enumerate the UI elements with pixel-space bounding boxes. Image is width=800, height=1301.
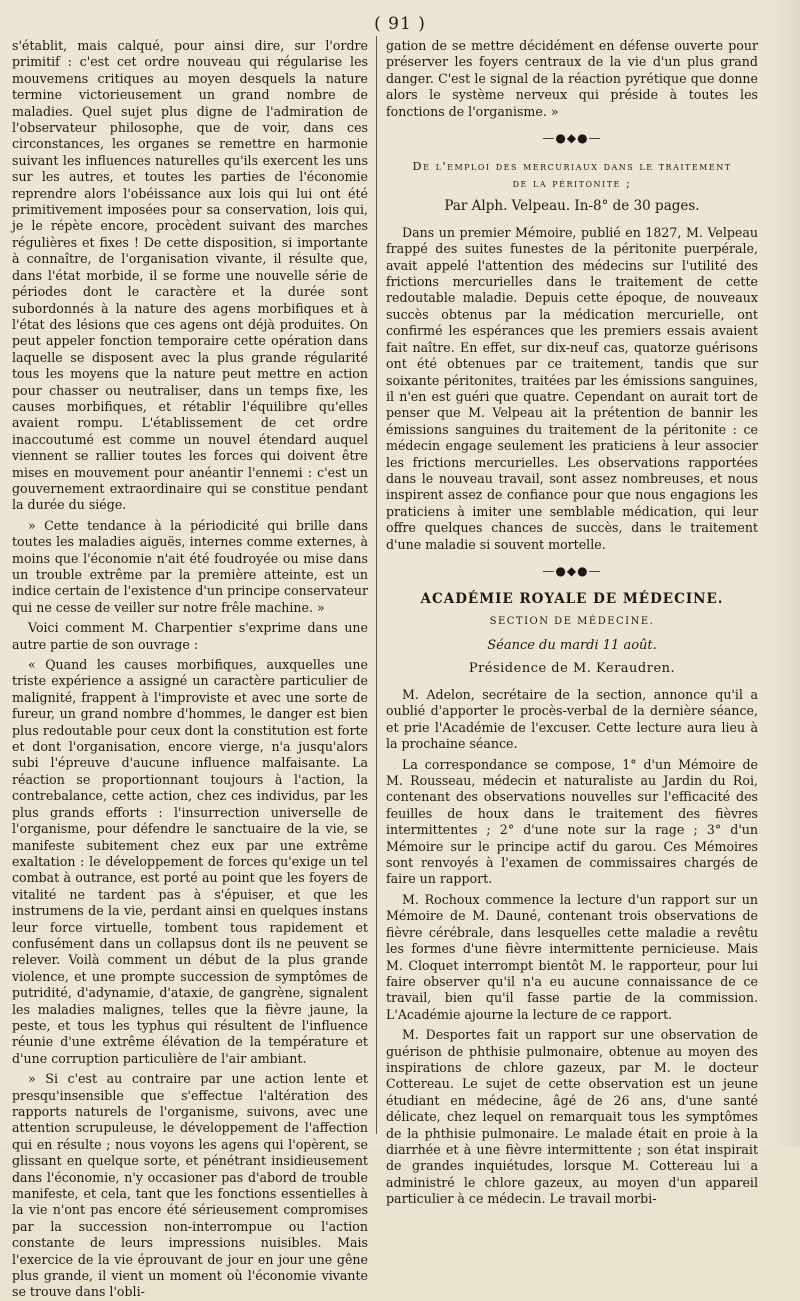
right-column [386, 38, 758, 1207]
ornament-glyph: —●◆●— [542, 563, 602, 578]
minutes-paragraph-2: La correspondance se compose, 1° d'un Mémoire de M. Rousseau, médecin et naturaliste au Jardin du Roi, contenant des observations nouvelles sur l'efficacité des feuilles de houx dans le traitement des fièvres intermittentes ; 2° d'une note sur la rage ; 3° d'un Mémoire sur le principe actif du garou. Ces Mémoires sont renvoyés à l'examen de commissaires chargés de faire un rapport. [386, 756, 758, 887]
review-paragraph: Dans un premier Mémoire, publié en 1827, M. Velpeau frappé des suites funestes de la péritonite puerpérale, avait appelé l'attention des médecins sur l'utilité des frictions mercurielles dans le traitement de cette redoutable maladie. Depuis cette époque, de nouveaux succès obtenus par la médication mercurielle, ont confirmé les espérances que les premiers essais avaient fait naître. En effet, sur dix-neuf cas, quatorze guérisons ont été obtenues par ce traitement, tandis que sur soixante péritonites, traitées par les émissions sanguines, il n'en est guéri que quatre. Cependant on aurait tort de penser que M. Velpeau ait la prétention de bannir les émissions sanguines du traitement de la péritonite : ce médecin engage seulement les praticiens à leur associer les frictions mercurielles. Les observations rapportées dans le nouveau travail, sont assez nombreuses, et nous inspirent assez de confiance pour que nous engagions les praticiens à imiter une semblable médication, qui leur offre quelques chances de succès, dans le traitement d'une maladie si souvent mortelle. [386, 224, 758, 552]
right-continuation: gation de se mettre décidément en défense ouverte pour préserver les foyers centraux de la vie d'un plus grand danger. C'est le signal de la réaction pyrétique que donne alors le système nerveux qui préside à toutes les fonctions de l'organisme. » [386, 38, 758, 119]
left-column [12, 38, 368, 1300]
ornament-separator-2 [386, 563, 758, 579]
academy-heading: ACADÉMIE ROYALE DE MÉDECINE. [420, 591, 724, 608]
left-paragraph-3: Voici comment M. Charpentier s'exprime dans une autre partie de son ouvrage : [12, 620, 368, 652]
page-edge-shadow [772, 0, 800, 1146]
ornament-separator-1 [386, 130, 758, 146]
article-title-line-1: De l'emploi des mercuriaux dans le traitement [412, 159, 732, 174]
article-byline: Par Alph. Velpeau. In-8° de 30 pages. [444, 198, 700, 215]
left-paragraph-4: « Quand les causes morbifiques, auxquelles une triste expérience a assigné un caractère particulier de malignité, frappent à l'improviste et avec une sorte de fureur, un grand nombre d'hommes, le danger est bien plus redoutable pour ceux dont la constitution est forte et dont l'organisation, encore vierge, n'a jusqu'alors subi l'épreuve d'aucune influence malfaisante. La réaction se proportionnant toujours à l'action, la contrebalance, cette action, chez ces individus, par les plus grands efforts : l'insurrection universelle de l'organisme, pour défendre le sanctuaire de la vie, se manifeste subitement chez eux par une extrême exaltation : le développement de forces qu'exige un tel combat à outrance, est porté au point que les foyers de vitalité ne tardent pas à s'épuiser, et que les instrumens de la vie, perdant ainsi en quelques instans leur force virtuelle, tombent tous rapidement et confusément dans un collapsus dont ils ne peuvent se relever. Voilà comment un début de la plus grande violence, et une prompte succession de symptômes de putridité, d'adynamie, d'ataxie, de gangrène, signalent les maladies malignes, telles que la fièvre jaune, la peste, et tous les typhus qui résultent de l'influence réunie d'une extrême élévation de la température et d'une corruption particulière de l'air ambiant. [12, 657, 368, 1066]
minutes-paragraph-1: M. Adelon, secrétaire de la section, annonce qu'il a oublié d'apporter le procès-verbal de la dernière séance, et prie l'Académie de l'excuser. Cette lecture aura lieu à la prochaine séance. [386, 687, 758, 752]
section-heading: SECTION DE MÉDECINE. [489, 615, 655, 627]
left-paragraph-5: » Si c'est au contraire par une action lente et presqu'insensible que s'effectue l'altération des rapports naturels de l'organisme, suivons, avec une attention scrupuleuse, le développement de l'affection qui en résulte ; nous voyons les agens qui l'opèrent, se glissant en quelque sorte, et pénétrant insidieusement dans l'économie, n'y occasioner pas d'abord de trouble manifeste, et cela, tant que les fonctions essentielles à la vie n'ont pas encore été sérieusement compromises par la succession non-interrompue ou l'action constante de leurs impressions nuisibles. Mais l'exercice de la vie éprouvant de jour en jour une gêne plus grande, il vient un moment où l'économie vivante se trouve dans l'obli- [12, 1071, 368, 1300]
ornament-glyph: —●◆●— [542, 131, 602, 146]
column-divider [376, 36, 377, 1134]
article-title-line-2: de la péritonite ; [512, 176, 632, 191]
presidence-line: Présidence de M. Keraudren. [468, 660, 676, 676]
article-title [386, 158, 758, 192]
minutes-paragraph-3: M. Rochoux commence la lecture d'un rapport sur un Mémoire de M. Dauné, contenant trois observations de fièvre cérébrale, dans lesquelles cette maladie a revêtu les formes d'une fièvre intermittente pernicieuse. Mais M. Cloquet interrompt bientôt M. le rapporteur, pour lui faire observer qu'il n'a eu aucune connaissance de ce travail, bien qu'il fasse partie de la commission. L'Académie ajourne la lecture de ce rapport. [386, 891, 758, 1022]
page-number: ( 91 ) [374, 14, 426, 34]
seance-date: Séance du mardi 11 août. [487, 638, 657, 654]
minutes-paragraph-4: M. Desportes fait un rapport sur une observation de guérison de phthisie pulmonaire, obtenue au moyen des inspirations de chlore gazeux, par M. le docteur Cottereau. Le sujet de cette observation est un jeune étudiant en médecine, âgé de 26 ans, d'une santé délicate, chez lequel on remarquait tous les symptômes de la phthisie pulmonaire. Le malade était en proie à la diarrhée et à une fièvre intermittente ; son état inspirait de grandes inquiétudes, lorsque M. Cottereau lui a administré le chlore gazeux, au moyen d'un appareil particulier à ce médecin. Le travail morbi- [386, 1027, 758, 1207]
left-paragraph-1: s'établit, mais calqué, pour ainsi dire, sur l'ordre primitif : c'est cet ordre nouveau qui régularise les mouvemens critiques au moyen desquels la nature termine victorieusement un grand nombre de maladies. Quel sujet plus digne de l'admiration de l'observateur philosophe, que de voir, dans ces circonstances, les organes se remettre en harmonie suivant les influences naturelles qu'ils exercent les uns sur les autres, et toutes les parties de l'économie reprendre alors l'obéissance aux lois qui lui ont été primitivement imposées pour sa conservation, lois qui, je le répète encore, procèdent suivant des marches régulières et fixes ! De cette disposition, si importante à connaître, de l'organisation vivante, il résulte que, dans l'état morbide, il se forme une nouvelle série de périodes dont le caractère et la durée sont subordonnés à la nature des agens morbifiques et à l'état des lésions que ces agens ont déjà produites. On peut appeler fonction temporaire cette opération dans laquelle se disposent avec la plus grande régularité tous les moyens que la nature peut mettre en action pour chasser ou neutraliser, dans un temps fixe, les causes morbifiques, et rétablir l'équilibre qu'elles avaient rompu. L'établissement de cet ordre inaccoutumé est comme un nouvel étendard auquel viennent se rallier toutes les forces qui doivent être mises en mouvement pour anéantir l'ennemi : c'est un gouvernement extraordinaire qui se constitue pendant la durée du siége. [12, 38, 368, 513]
left-paragraph-2: » Cette tendance à la périodicité qui brille dans toutes les maladies aiguës, internes comme externes, à moins que l'économie n'ait été foudroyée ou mise dans un trouble extrême par la première atteinte, est un indice certain de l'existence d'un principe conservateur qui ne cesse de veiller sur notre frêle machine. » [12, 517, 368, 615]
